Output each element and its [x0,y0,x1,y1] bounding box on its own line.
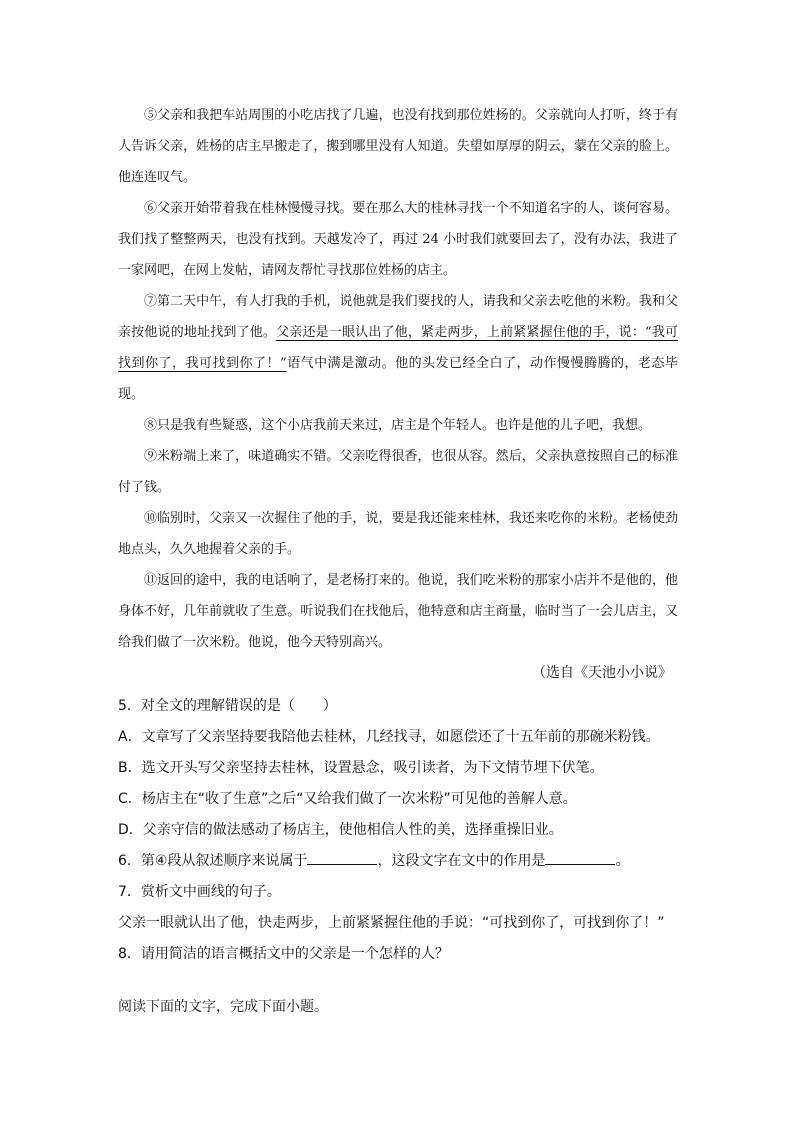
question-6 [118,846,678,877]
paragraph-10: ⑩临别时，父亲又一次握住了他的手，说，要是我还能来桂林，我还来吃你的米粉。老杨使劲地点头，久久地握着父亲的手。 [118,511,678,557]
paragraph-7-part-a: ⑦第二天中午，有人打我的手机，说他就是我们要找的人，请我和父亲去吃他的米粉。我和父亲按他说的地址找到了他。 [118,294,678,340]
paragraph-9: ⑨米粉端上来了，味道确实不错。父亲吃得很香，也很从容。然后，父亲执意按照自己的标准付了钱。 [118,449,678,495]
paragraph-7-part-b: 语气中满是激动。他的头发已经全白了，动作慢慢腾腾的，老态毕现。 [118,356,678,402]
underlined-sentence: 父亲还是一眼认出了他，紧走两步，上前紧紧握住他的手，说：“我可找到你了，我可找到你了！” [118,325,678,371]
question-7-quote: 父亲一眼就认出了他，快走两步，上前紧紧握住他的手说：“可找到你了，可找到你了！” [118,915,665,931]
paragraph-5: ⑤父亲和我把车站周围的小吃店找了几遍，也没有找到那位姓杨的。父亲就向人打听，终于有人告诉父亲，姓杨的店主早搬走了，搬到哪里没有人知道。失望如厚厚的阴云，蒙在父亲的脸上。他连连叹气。 [118,108,678,185]
paragraph-7 [118,286,678,410]
answer-blank-2 [545,850,615,865]
questions [118,691,678,1023]
reading-passage [118,100,678,658]
question-7: 7．赏析文中画线的句子。 [118,884,281,900]
next-section-instruction: 阅读下面的文字，完成下面小题。 [118,999,328,1015]
question-5: 5．对全文的理解错误的是（ ） [118,698,337,714]
paragraph-8: ⑧只是我有些疑惑，这个小店我前天来过，店主是个年轻人。也许是他的儿子吧，我想。 [144,418,652,433]
option-d: D．父亲守信的做法感动了杨店主，使他相信人性的美，选择重操旧业。 [118,822,563,838]
question-6-text-a: 6．第④段从叙述顺序来说属于 [118,853,308,869]
option-c: C．杨店主在“收了生意”之后“又给我们做了一次米粉”可见他的善解人意。 [118,791,577,807]
answer-blank-1 [307,850,377,865]
question-8: 8．请用简洁的语言概括文中的父亲是一个怎样的人？ [118,946,449,962]
source-citation: （选自《天池小小说》 [532,665,672,681]
paragraph-6: ⑥父亲开始带着我在桂林慢慢寻找。要在那么大的桂林寻找一个不知道名字的人，谈何容易。我们找了整整两天，也没有找到。天越发冷了，再过 24 小时我们就要回去了，没有办法，我进了一家网吧，在网上发帖，请网友帮忙寻找那位姓杨的店主。 [118,201,678,278]
option-a: A．文章写了父亲坚持要我陪他去桂林，几经找寻，如愿偿还了十五年前的那碗米粉钱。 [118,729,660,745]
option-b: B．选文开头写父亲坚持去桂林，设置悬念，吸引读者，为下文情节埋下伏笔。 [118,760,604,776]
paragraph-11: ⑪返回的途中，我的电话响了，是老杨打来的。他说，我们吃米粉的那家小店并不是他的，他身体不好，几年前就收了生意。听说我们在找他后，他特意和店主商量，临时当了一会儿店主，又给我们做了一次米粉。他说，他今天特别高兴。 [118,573,678,650]
page-content [118,100,678,1023]
question-6-text-b: ，这段文字在文中的作用是 [377,853,546,869]
question-6-end: 。 [615,853,630,869]
